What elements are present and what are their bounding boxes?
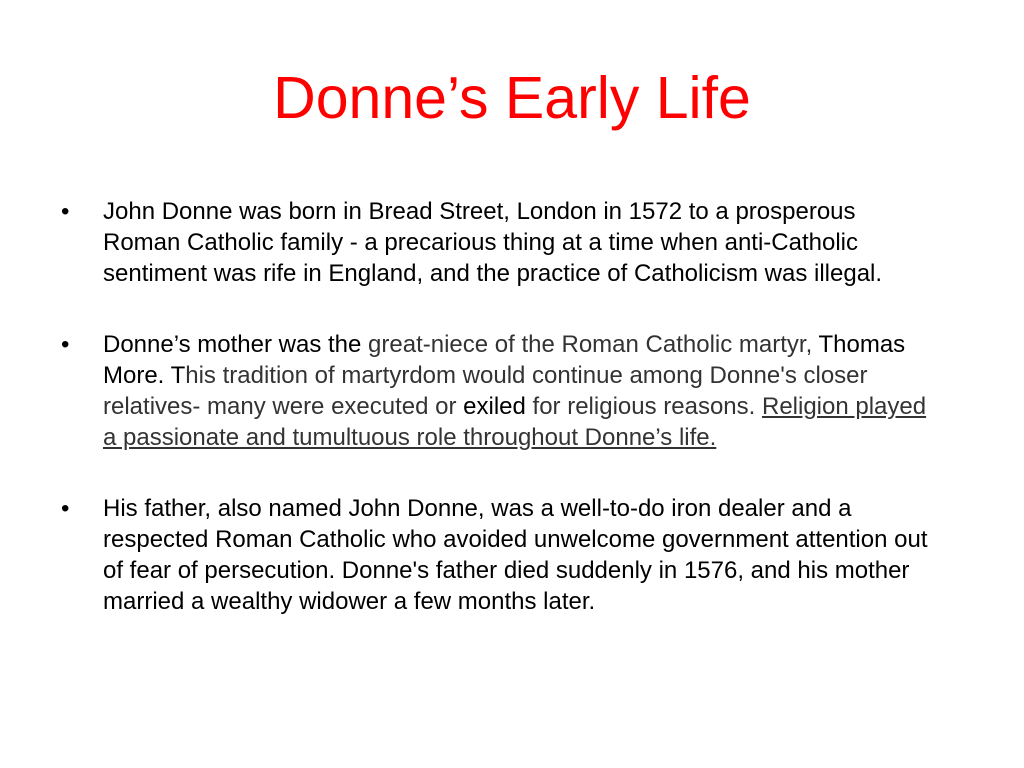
bullet-item-father <box>56 493 936 617</box>
slide-title: Donne’s Early Life <box>273 65 751 131</box>
bullet-text: His father, also named John Donne, was a well-to-do iron dealer and a respected Roman Catholic who avoided unwelcome government attention out of fear of persecution. Donne's father died suddenly in 1576, and his mother married a wealthy widower a few months later. <box>103 495 928 615</box>
bullet-text-part6: for religious reasons. <box>525 393 762 420</box>
bullet-marker: • <box>61 495 70 522</box>
bullet-text-part1: Donne’s mother was the <box>103 331 369 358</box>
bullet-marker: • <box>61 331 70 358</box>
bullet-text-part2: great-niece of the Roman Catholic martyr, <box>368 331 819 358</box>
bullet-text-part3: Thomas More. T <box>103 331 906 389</box>
bullet-marker: • <box>61 198 70 225</box>
bullet-list <box>56 196 936 657</box>
bullet-text: John Donne was born in Bread Street, London in 1572 to a prosperous Roman Catholic family - a precarious thing at a time when anti-Catholic sentiment was rife in England, and the practice of Catholicism was illegal. <box>103 198 883 287</box>
bullet-item-mother <box>56 329 936 453</box>
bullet-text-part4: his tradition of martyrdom would continue among Donne's closer relatives- many were executed or <box>103 362 868 420</box>
bullet-item-birth <box>56 196 936 289</box>
bullet-text-part5: exiled <box>463 393 526 420</box>
underlined-religion-text: Religion played a passionate and tumultuous role throughout Donne’s life. <box>103 393 927 451</box>
